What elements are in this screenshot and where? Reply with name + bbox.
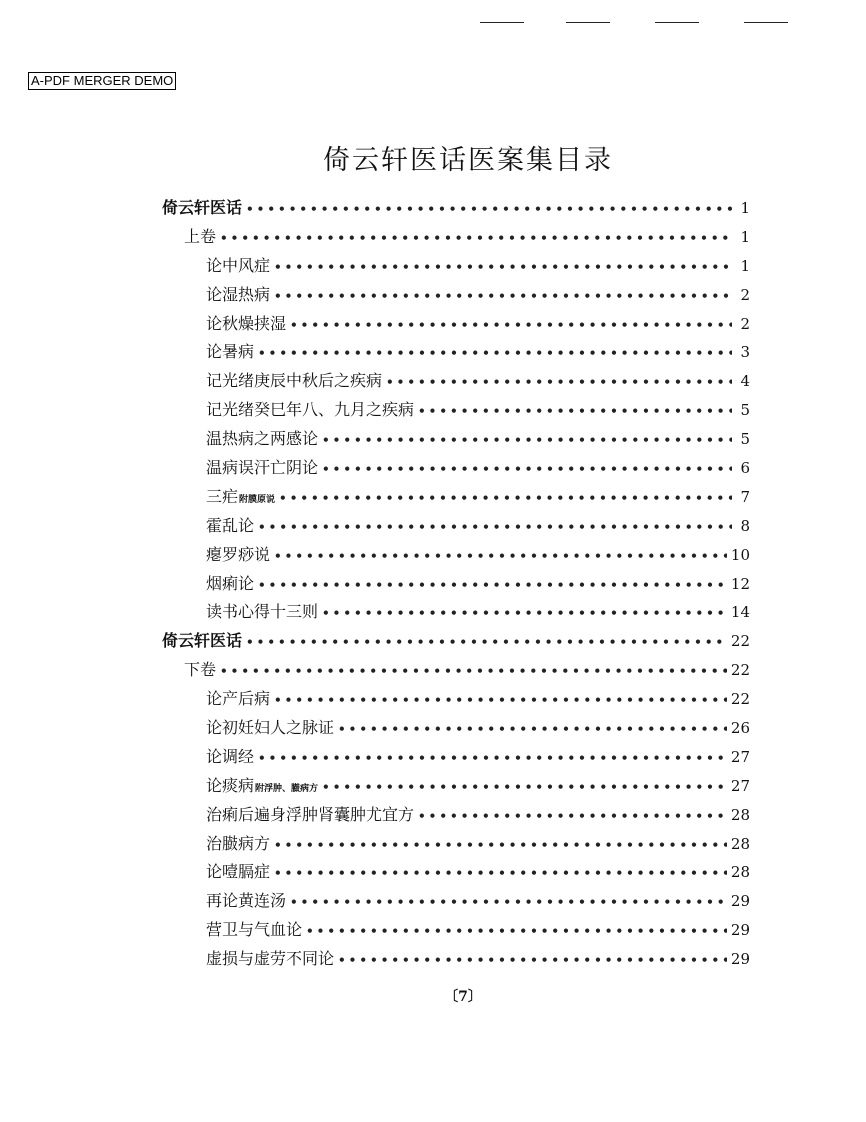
toc-entry-label [206, 396, 414, 425]
toc-entry-note: 附浮肿、臌病方 [255, 783, 319, 794]
toc-entry-title: 论痰病 [206, 775, 255, 795]
toc-entry-label [162, 627, 242, 656]
toc-entry-page: 14 [730, 603, 750, 622]
toc-entry [162, 570, 750, 599]
toc-entry [162, 483, 750, 512]
toc-entry-page: 7 [740, 487, 750, 506]
toc-entry-page: 8 [740, 516, 750, 535]
toc-entry [162, 310, 750, 339]
toc-entry-title: 虚损与虚劳不同论 [206, 949, 335, 969]
toc-entry [162, 685, 750, 714]
toc-entry-title: 读书心得十三则 [206, 602, 319, 622]
toc-entry-title: 营卫与气血论 [206, 920, 303, 940]
toc-entry [162, 512, 750, 541]
toc-entry-title: 倚云轩医话 [162, 631, 243, 651]
header-rule [566, 22, 610, 23]
toc-entry-page: 26 [730, 719, 750, 738]
toc-entry-label [206, 541, 270, 570]
toc-entry-page: 29 [730, 892, 750, 911]
toc-entry-label [206, 512, 254, 541]
toc-entry-title: 上卷 [184, 226, 217, 246]
header-rule [744, 22, 788, 23]
toc-entry-label [206, 310, 286, 339]
toc-entry-page: 1 [740, 256, 750, 275]
toc-entry [162, 714, 750, 743]
dot-leader [322, 455, 732, 484]
toc-entry [162, 801, 750, 830]
toc-entry-label [206, 338, 254, 367]
toc-entry-label [206, 483, 275, 515]
dot-leader [274, 859, 727, 888]
table-of-contents [162, 194, 750, 974]
toc-entry [162, 454, 750, 483]
dot-leader [274, 282, 732, 311]
toc-entry-page: 27 [730, 747, 750, 766]
dot-leader [220, 657, 727, 686]
toc-entry [162, 858, 750, 887]
dot-leader [290, 888, 727, 917]
page-number: 〔7〕 [444, 989, 482, 1005]
dot-leader [258, 571, 727, 600]
toc-entry-label [206, 772, 318, 804]
toc-entry-title: 瘪罗痧说 [206, 544, 271, 564]
toc-entry [162, 945, 750, 974]
toc-entry-title: 温热病之两感论 [206, 429, 319, 449]
dot-leader [290, 311, 732, 340]
toc-entry-page: 5 [740, 430, 750, 449]
toc-entry-page: 12 [730, 574, 750, 593]
toc-entry [162, 367, 750, 396]
dot-leader [338, 946, 727, 975]
toc-entry-page: 22 [730, 690, 750, 709]
toc-entry [162, 223, 750, 252]
toc-entry-label [206, 743, 254, 772]
watermark: A-PDF MERGER DEMO [28, 72, 176, 90]
toc-entry [162, 281, 750, 310]
toc-entry [162, 194, 750, 223]
toc-entry-page: 3 [740, 343, 750, 362]
toc-entry [162, 916, 750, 945]
toc-entry-title: 霍乱论 [206, 515, 255, 535]
toc-entry-title: 论暑病 [206, 342, 255, 362]
dot-leader [220, 224, 732, 253]
toc-entry-title: 记光绪癸巳年八、九月之疾病 [206, 400, 415, 420]
dot-leader [322, 426, 732, 455]
page-title: 倚云轩医话医案集目录 [323, 145, 613, 176]
toc-entry-title: 温病误汗亡阴论 [206, 458, 319, 478]
header-rule [655, 22, 699, 23]
dot-leader [274, 686, 727, 715]
toc-entry [162, 425, 750, 454]
toc-entry-page: 22 [730, 661, 750, 680]
toc-entry-page: 5 [740, 401, 750, 420]
toc-entry [162, 743, 750, 772]
toc-entry-label [184, 223, 216, 252]
header-rule [480, 22, 524, 23]
toc-entry-page: 2 [740, 314, 750, 333]
toc-entry-title: 论调经 [206, 746, 255, 766]
toc-entry-label [206, 887, 286, 916]
dot-leader [322, 599, 727, 628]
toc-entry [162, 772, 750, 801]
toc-entry-title: 论初妊妇人之脉证 [206, 718, 335, 738]
toc-entry-label [206, 281, 270, 310]
dot-leader [246, 628, 727, 657]
toc-entry-title: 下卷 [184, 660, 217, 680]
toc-entry-label [206, 945, 334, 974]
toc-entry-title: 三疟 [206, 486, 239, 506]
toc-entry-note: 附膜原说 [239, 494, 276, 505]
dot-leader [306, 917, 727, 946]
toc-entry-page: 27 [730, 776, 750, 795]
toc-entry-label [206, 801, 414, 830]
toc-entry-label [206, 598, 318, 627]
toc-entry-label [206, 858, 270, 887]
toc-entry-title: 论湿热病 [206, 284, 271, 304]
toc-entry [162, 338, 750, 367]
toc-entry-title: 烟痢论 [206, 573, 255, 593]
dot-leader [258, 339, 732, 368]
toc-entry-title: 再论黄连汤 [206, 891, 287, 911]
toc-entry-page: 1 [740, 199, 750, 217]
toc-entry-label [206, 830, 270, 859]
dot-leader [274, 542, 727, 571]
toc-entry-page: 29 [730, 921, 750, 940]
toc-entry-label [184, 656, 216, 685]
toc-entry-label [206, 570, 254, 599]
toc-entry-page: 1 [740, 227, 750, 246]
toc-entry-title: 倚云轩医话 [162, 198, 243, 217]
toc-entry-label [206, 916, 302, 945]
toc-entry [162, 627, 750, 656]
toc-entry-title: 论秋燥挟湿 [206, 313, 287, 333]
dot-leader [322, 773, 727, 802]
toc-entry-title: 论中风症 [206, 255, 271, 275]
toc-entry-label [206, 367, 382, 396]
toc-entry [162, 252, 750, 281]
dot-leader [338, 715, 727, 744]
dot-leader [386, 368, 732, 397]
toc-entry-title: 治痢后遍身浮肿肾囊肿尤宜方 [206, 804, 415, 824]
toc-entry-page: 22 [730, 632, 750, 651]
dot-leader [258, 513, 732, 542]
toc-entry-title: 论产后病 [206, 689, 271, 709]
toc-entry-page: 28 [730, 805, 750, 824]
toc-entry-page: 6 [740, 459, 750, 478]
toc-entry-label [206, 714, 334, 743]
toc-entry [162, 656, 750, 685]
toc-entry [162, 830, 750, 859]
dot-leader [279, 484, 732, 513]
toc-entry-title: 治臌病方 [206, 833, 271, 853]
toc-entry-title: 论噎膈症 [206, 862, 271, 882]
toc-entry-page: 29 [730, 950, 750, 969]
toc-entry-label [206, 252, 270, 281]
toc-entry-page: 4 [740, 372, 750, 391]
toc-entry-label [162, 194, 242, 223]
dot-leader [258, 744, 727, 773]
toc-entry-page: 2 [740, 285, 750, 304]
dot-leader [274, 831, 727, 860]
toc-entry-page: 28 [730, 834, 750, 853]
toc-entry-title: 记光绪庚辰中秋后之疾病 [206, 371, 383, 391]
toc-entry-label [206, 454, 318, 483]
dot-leader [246, 195, 732, 224]
toc-entry-label [206, 685, 270, 714]
toc-entry [162, 598, 750, 627]
toc-entry-page: 28 [730, 863, 750, 882]
toc-entry-label [206, 425, 318, 454]
toc-entry [162, 541, 750, 570]
dot-leader [418, 397, 732, 426]
toc-entry-page: 10 [730, 545, 750, 564]
toc-entry [162, 887, 750, 916]
dot-leader [274, 253, 732, 282]
toc-entry [162, 396, 750, 425]
dot-leader [418, 802, 727, 831]
